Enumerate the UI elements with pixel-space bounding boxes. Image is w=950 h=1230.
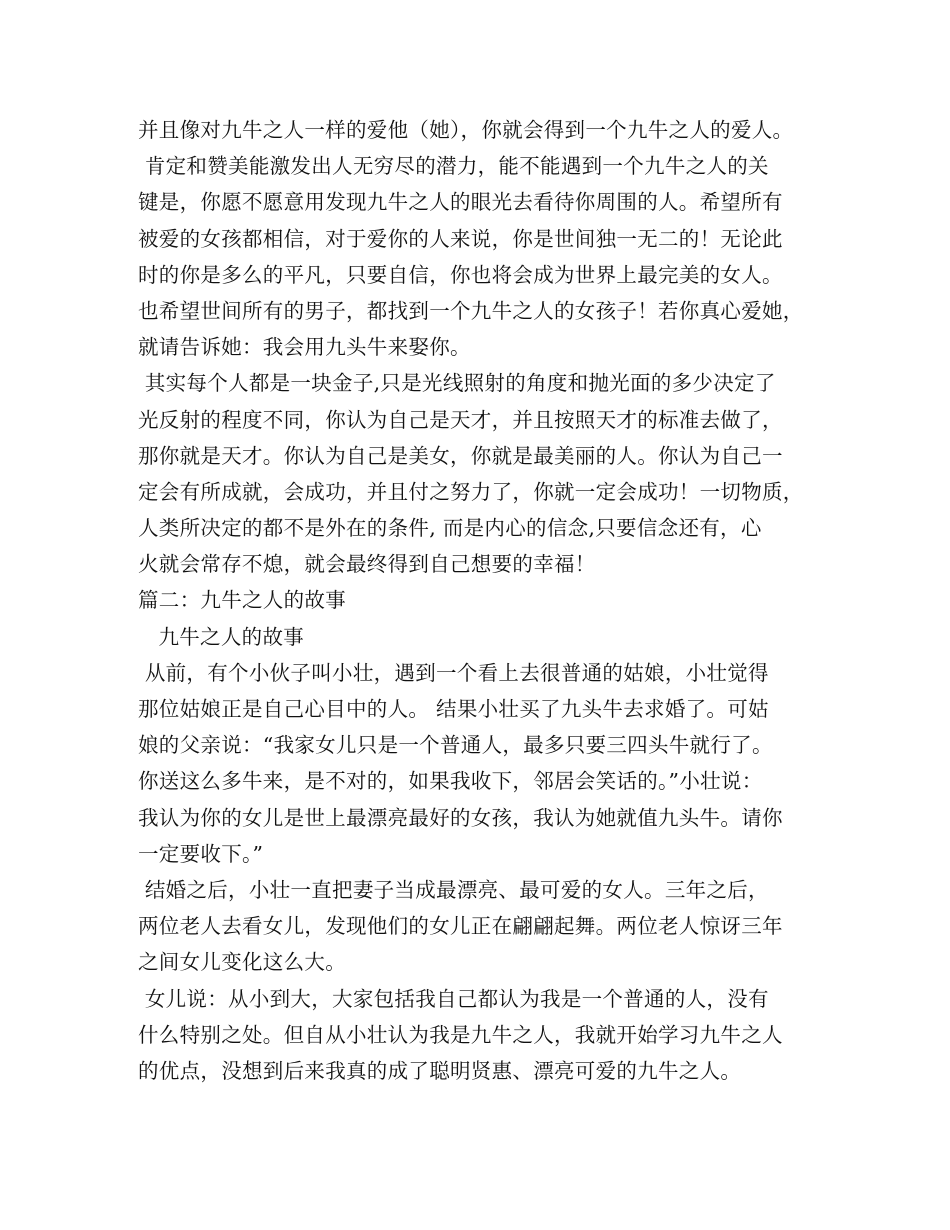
text-line: 两位老人去看女儿，发现他们的女儿正在翩翩起舞。两位老人惊讶三年 <box>138 914 783 939</box>
document-body <box>138 112 838 1089</box>
story-title: 九牛之人的故事 <box>138 624 305 649</box>
text-line: 并且像对九牛之人一样的爱他（她），你就会得到一个九牛之人的爱人。 <box>138 118 794 142</box>
text-line: 我认为你的女儿是世上最漂亮最好的女孩，我认为她就值九头牛。请你 <box>138 805 783 830</box>
text-line: 就请告诉她：我会用九头牛来娶你。 <box>138 335 471 360</box>
text-line: 的优点，没想到后来我真的成了聪明贤惠、漂亮可爱的九牛之人。 <box>138 1058 742 1083</box>
text-line: 那位姑娘正是自己心目中的人。 结果小壮买了九头牛去求婚了。可姑 <box>138 697 769 721</box>
text-line: 定会有所成就，会成功，并且付之努力了，你就一定会成功！一切物质， <box>138 479 804 504</box>
text-line: 人类所决定的都不是外在的条件, 而是内心的信念,只要信念还有，心 <box>138 516 762 541</box>
text-line: 键是，你愿不愿意用发现九牛之人的眼光去看待你周围的人。希望所有 <box>138 190 783 215</box>
text-line: 娘的父亲说：“我家女儿只是一个普通人，最多只要三四头牛就行了。 <box>138 733 773 758</box>
text-line: 那你就是天才。你认为自己是美女，你就是最美丽的人。你认为自己一 <box>138 443 783 468</box>
text-line: 从前，有个小伙子叫小壮，遇到一个看上去很普通的姑娘，小壮觉得 <box>138 660 769 685</box>
text-line: 光反射的程度不同，你认为自己是天才，并且按照天才的标准去做了， <box>138 407 783 432</box>
text-line: 被爱的女孩都相信，对于爱你的人来说，你是世间独一无二的！无论此 <box>138 226 783 251</box>
text-line: 时的你是多么的平凡，只要自信，你也将会成为世界上最完美的女人。 <box>138 262 783 287</box>
text-line: 一定要收下。” <box>138 841 264 866</box>
text-line: 女儿说：从小到大，大家包括我自己都认为我是一个普通的人，没有 <box>138 986 769 1011</box>
text-line: 肯定和赞美能激发出人无穷尽的潜力，能不能遇到一个九牛之人的关 <box>138 154 769 179</box>
text-line: 之间女儿变化这么大。 <box>138 950 346 975</box>
text-line: 火就会常存不熄，就会最终得到自己想要的幸福！ <box>138 552 596 577</box>
text-line: 也希望世间所有的男子，都找到一个九牛之人的女孩子！若你真心爱她， <box>138 298 804 323</box>
text-line: 什么特别之处。但自从小壮认为我是九牛之人，我就开始学习九牛之人 <box>138 1022 783 1047</box>
text-line: 其实每个人都是一块金子,只是光线照射的角度和抛光面的多少决定了 <box>138 371 776 396</box>
text-line: 你送这么多牛来，是不对的，如果我收下，邻居会笑话的。”小壮说： <box>138 769 763 794</box>
text-line: 结婚之后，小壮一直把妻子当成最漂亮、最可爱的女人。三年之后， <box>138 877 769 902</box>
section-heading: 篇二：九牛之人的故事 <box>138 588 346 613</box>
